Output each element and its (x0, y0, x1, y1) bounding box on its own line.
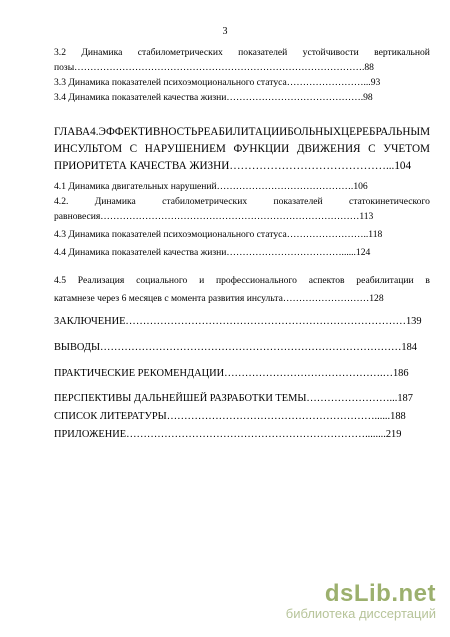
toc-word: стабилометрических (162, 196, 248, 207)
watermark-logo: dsLib.net (324, 580, 436, 607)
toc-word: статокинетического (348, 196, 430, 207)
toc-entry-4-5-line2: катамнезе через 6 месяцев с момента развития инсульта………………………128 (54, 293, 384, 304)
toc-word: ДВИЖЕНИЯ (296, 143, 361, 155)
toc-word: РЕАБИЛИТАЦИИ (197, 126, 288, 138)
toc-word: Динамика (94, 196, 136, 207)
toc-chapter-4-line2 (54, 141, 430, 158)
toc-recommendations: ПРАКТИЧЕСКИЕ РЕКОМЕНДАЦИИ……………………………………….…186 (54, 368, 409, 379)
toc-word: ИНСУЛЬТОМ (54, 143, 123, 155)
toc-entry-4-1: 4.1 Динамика двигательных нарушений…………………………………….106 (54, 181, 368, 192)
toc-word: аспектов (308, 275, 345, 286)
toc-word: вертикальной (374, 47, 430, 58)
toc-word: УЧЕТОМ (383, 143, 430, 155)
toc-word: ЦЕРЕБРАЛЬНЫМ (341, 126, 431, 138)
toc-word: устойчивости (302, 47, 359, 58)
toc-word: ФУНКЦИИ (233, 143, 290, 155)
toc-word: 3.2 (54, 47, 66, 58)
toc-findings: ВЫВОДЫ……………………………………………………………………………184 (54, 342, 417, 353)
toc-entry-3-2-line2: позы……………………………………………………………………………….88 (54, 62, 374, 73)
toc-word: 4.2. (54, 196, 69, 207)
toc-chapter-4-line1 (54, 124, 430, 141)
toc-entry-4-2-line1 (54, 194, 430, 209)
watermark-subtitle: библиотека диссертаций (285, 606, 436, 621)
toc-word: С (129, 143, 138, 155)
toc-entry-4-2-line2: равновесия………………………………………………………………………113 (54, 211, 374, 222)
toc-entry-3-3: 3.3 Динамика показателей психоэмоционального статуса……………………...93 (54, 77, 381, 88)
toc-prospects: ПЕРСПЕКТИВЫ ДАЛЬНЕЙШЕЙ РАЗРАБОТКИ ТЕМЫ……………………...187 (54, 393, 413, 404)
toc-word: НАРУШЕНИЕМ (144, 143, 226, 155)
toc-entry-4-5-line1 (54, 273, 430, 288)
toc-entry-3-4: 3.4 Динамика показателей качества жизни…………………………………….98 (54, 92, 373, 103)
toc-word: ЭФФЕКТИВНОСТЬ (98, 126, 198, 138)
toc-word: и (199, 275, 205, 286)
toc-word: С (368, 143, 376, 155)
toc-entries-4 (54, 179, 430, 260)
toc-entry-4-5 (54, 273, 430, 306)
toc-word: ГЛАВА (54, 126, 91, 138)
toc-word: социального (136, 275, 188, 286)
toc-word: 4.5 (54, 275, 66, 286)
page-number: 3 (222, 26, 228, 37)
toc-word: 4. (90, 126, 99, 138)
watermark (286, 580, 436, 621)
toc-word: показателей (273, 196, 323, 207)
toc-appendix: ПРИЛОЖЕНИЕ……………………………………………………………........219 (54, 429, 402, 440)
toc-word: стабилометрических (137, 47, 223, 58)
toc-chapter-4-line3: ПРИОРИТЕТА КАЧЕСТВА ЖИЗНИ……………………………………...104 (54, 160, 412, 172)
toc-word: в (425, 275, 430, 286)
toc-word: Реализация (77, 275, 125, 286)
toc-entry-3-2 (54, 45, 430, 105)
toc-final-sections (54, 314, 430, 443)
toc-word: показателей (238, 47, 288, 58)
toc-entry-4-3: 4.3 Динамика показателей психоэмоционального статуса……………………..118 (54, 229, 383, 240)
toc-chapter-4 (54, 124, 430, 175)
toc-entry-4-4: 4.4 Динамика показателей качества жизни………………………………......124 (54, 247, 371, 258)
toc-entry-3-2-line1 (54, 45, 430, 60)
toc-word: реабилитации (356, 275, 414, 286)
toc-conclusion: ЗАКЛЮЧЕНИЕ………………………………………………………………………139 (54, 316, 422, 327)
toc-word: профессионального (215, 275, 297, 286)
toc-references: СПИСОК ЛИТЕРАТУРЫ……………………………………………………......188 (54, 411, 406, 422)
toc-word: БОЛЬНЫХ (287, 126, 342, 138)
toc-word: Динамика (81, 47, 123, 58)
